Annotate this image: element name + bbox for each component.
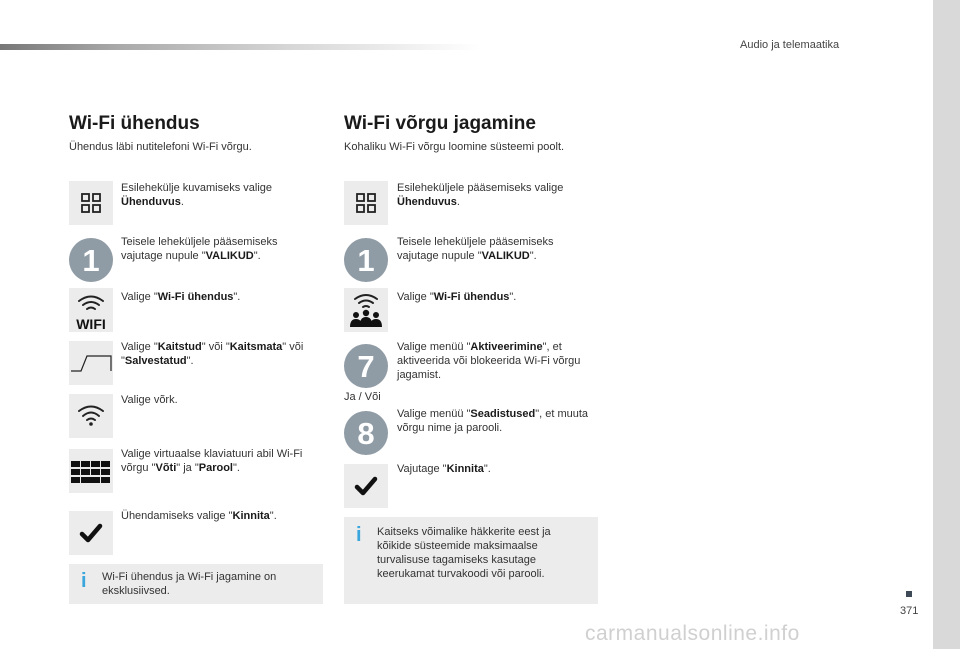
left-note-text: Wi-Fi ühendus ja Wi-Fi jagamine on eksklusiivsed. (102, 571, 277, 597)
and-or-label: Ja / Või (344, 391, 381, 403)
right-title: Wi-Fi võrgu jagamine (344, 113, 536, 134)
left-step-5: Valige võrk. (121, 394, 178, 406)
right-note-text: Kaitseks võimalike häkkerite eest ja kõikide süsteemide maksimaalse turvalisuse tagamiseks kasutage keerukamat turvakoodi või parooli. (377, 526, 551, 580)
number-8-badge (344, 411, 388, 455)
right-step-4: Valige menüü "Aktiveerimine", et aktiveerida või blokeerida Wi-Fi võrgu jagamist. (397, 341, 581, 381)
svg-text:7: 7 (357, 349, 375, 384)
right-step-6: Vajutage "Kinnita". (397, 463, 491, 475)
check-icon (69, 511, 113, 555)
tab-icon (69, 341, 113, 385)
svg-text:1: 1 (82, 243, 100, 278)
page-marker (906, 591, 912, 597)
right-info-note (344, 517, 598, 604)
left-step-1: Esilehekülje kuvamiseks valige Ühenduvus. (121, 182, 273, 208)
left-step-7: Ühendamiseks valige "Kinnita". (121, 510, 277, 522)
grid-icon (344, 181, 388, 225)
right-step-2: Teisele leheküljele pääsemiseks vajutage nupule "VALIKUD". (397, 236, 554, 262)
page-number: 371 (900, 605, 919, 617)
check-icon (344, 464, 388, 508)
side-strip (933, 0, 960, 649)
wifi-label-icon (69, 288, 113, 332)
wifi-icon (69, 394, 113, 438)
right-step-5: Valige menüü "Seadistused", et muuta võrgu nime ja parooli. (397, 408, 589, 434)
svg-text:1: 1 (357, 243, 375, 278)
watermark: carmanualsonline.info (585, 622, 800, 645)
info-icon: i (356, 524, 362, 546)
left-subtitle: Ühendus läbi nutitelefoni Wi-Fi võrgu. (69, 141, 252, 153)
keyboard-icon (69, 449, 113, 493)
left-step-4: Valige "Kaitstud" või "Kaitsmata" või "Salvestatud". (121, 341, 304, 367)
left-step-3: Valige "Wi-Fi ühendus". (121, 291, 241, 303)
left-info-note (69, 564, 323, 604)
number-1-badge (344, 238, 388, 282)
header-gradient-bar (0, 44, 480, 50)
right-step-3: Valige "Wi-Fi ühendus". (397, 291, 517, 303)
right-subtitle: Kohaliku Wi-Fi võrgu loomine süsteemi poolt. (344, 141, 565, 153)
wifi-share-icon (344, 288, 388, 332)
right-step-1: Esileheküljele pääsemiseks valige Ühenduvus. (397, 182, 564, 208)
grid-icon (69, 181, 113, 225)
info-icon: i (81, 570, 87, 592)
svg-text:WIFI: WIFI (76, 316, 106, 332)
section-label: Audio ja telemaatika (740, 39, 840, 51)
number-1-badge (69, 238, 113, 282)
left-title: Wi-Fi ühendus (69, 113, 200, 134)
left-step-6: Valige virtuaalse klaviatuuri abil Wi-Fi võrgu "Võti" ja "Parool". (121, 448, 303, 474)
left-step-2: Teisele leheküljele pääsemiseks vajutage nupule "VALIKUD". (121, 236, 278, 262)
number-7-badge (344, 344, 388, 388)
svg-text:8: 8 (357, 416, 375, 451)
